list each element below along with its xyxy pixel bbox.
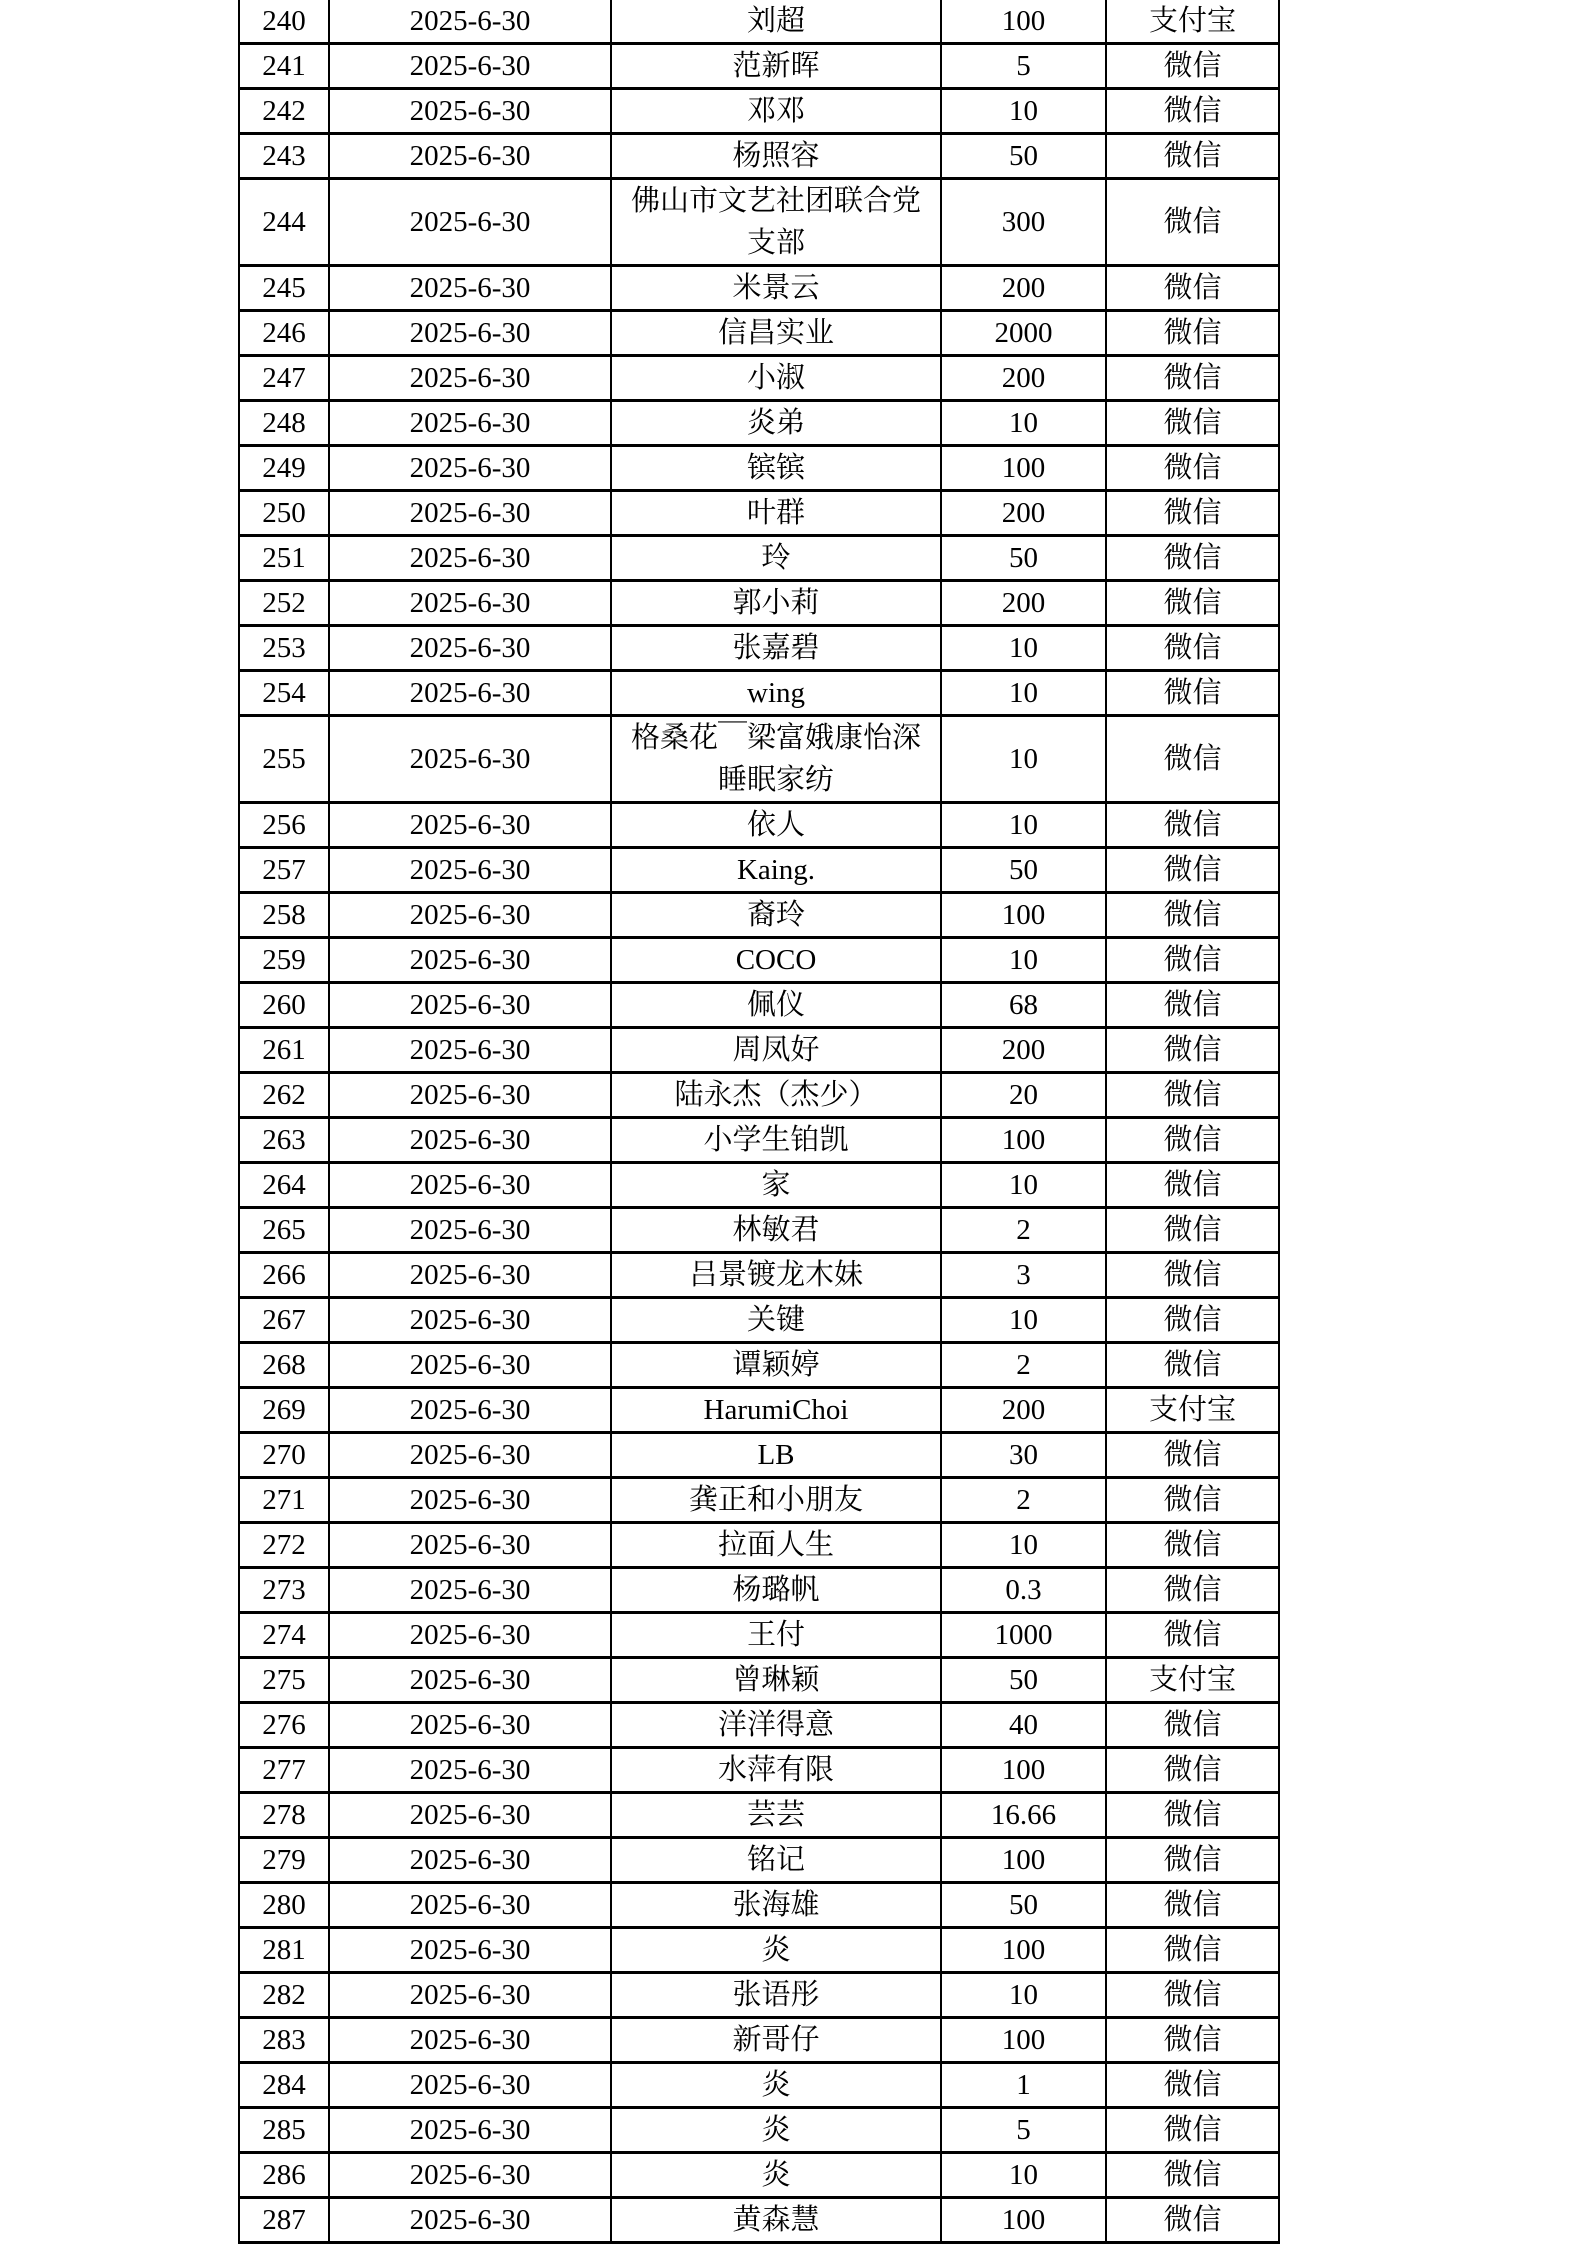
donor-name-cell: 芸芸 [611, 1793, 941, 1838]
donor-name-cell: 邓邓 [611, 89, 941, 134]
date-cell: 2025-6-30 [329, 44, 611, 89]
table-row [239, 1433, 1279, 1478]
payment-method-cell: 微信 [1106, 1163, 1279, 1208]
amount-cell: 100 [941, 0, 1106, 44]
table-row [239, 893, 1279, 938]
amount-cell: 50 [941, 134, 1106, 179]
table-row [239, 581, 1279, 626]
amount-cell: 5 [941, 44, 1106, 89]
row-number-cell: 246 [239, 311, 329, 356]
amount-cell: 100 [941, 1118, 1106, 1163]
amount-cell: 0.3 [941, 1568, 1106, 1613]
donor-name-cell: 叶群 [611, 491, 941, 536]
amount-cell: 10 [941, 803, 1106, 848]
date-cell: 2025-6-30 [329, 716, 611, 803]
payment-method-cell: 微信 [1106, 1478, 1279, 1523]
payment-method-cell: 微信 [1106, 89, 1279, 134]
date-cell: 2025-6-30 [329, 1073, 611, 1118]
payment-method-cell: 微信 [1106, 1343, 1279, 1388]
payment-method-cell: 微信 [1106, 1568, 1279, 1613]
date-cell: 2025-6-30 [329, 0, 611, 44]
date-cell: 2025-6-30 [329, 2153, 611, 2198]
amount-cell: 200 [941, 356, 1106, 401]
donor-name-cell: COCO [611, 938, 941, 983]
amount-cell: 1000 [941, 1613, 1106, 1658]
row-number-cell: 278 [239, 1793, 329, 1838]
donor-name-cell: Kaing. [611, 848, 941, 893]
table-row [239, 848, 1279, 893]
date-cell: 2025-6-30 [329, 1928, 611, 1973]
table-row [239, 983, 1279, 1028]
amount-cell: 100 [941, 1928, 1106, 1973]
date-cell: 2025-6-30 [329, 1433, 611, 1478]
date-cell: 2025-6-30 [329, 179, 611, 266]
payment-method-cell: 微信 [1106, 938, 1279, 983]
donor-name-cell: 佩仪 [611, 983, 941, 1028]
amount-cell: 10 [941, 401, 1106, 446]
donor-name-cell: 龚正和小朋友 [611, 1478, 941, 1523]
date-cell: 2025-6-30 [329, 89, 611, 134]
donor-name-cell: 陆永杰（杰少） [611, 1073, 941, 1118]
donor-name-cell: 郭小莉 [611, 581, 941, 626]
date-cell: 2025-6-30 [329, 1028, 611, 1073]
donor-name-cell: 炎 [611, 2063, 941, 2108]
table-row [239, 1163, 1279, 1208]
date-cell: 2025-6-30 [329, 446, 611, 491]
amount-cell: 5 [941, 2108, 1106, 2153]
row-number-cell: 265 [239, 1208, 329, 1253]
date-cell: 2025-6-30 [329, 311, 611, 356]
amount-cell: 10 [941, 1163, 1106, 1208]
date-cell: 2025-6-30 [329, 983, 611, 1028]
row-number-cell: 252 [239, 581, 329, 626]
row-number-cell: 270 [239, 1433, 329, 1478]
payment-method-cell: 微信 [1106, 179, 1279, 266]
payment-method-cell: 支付宝 [1106, 1388, 1279, 1433]
payment-method-cell: 微信 [1106, 626, 1279, 671]
donor-name-cell: 周凤好 [611, 1028, 941, 1073]
amount-cell: 40 [941, 1703, 1106, 1748]
payment-method-cell: 微信 [1106, 1928, 1279, 1973]
date-cell: 2025-6-30 [329, 671, 611, 716]
date-cell: 2025-6-30 [329, 1658, 611, 1703]
row-number-cell: 282 [239, 1973, 329, 2018]
table-row [239, 2153, 1279, 2198]
amount-cell: 20 [941, 1073, 1106, 1118]
row-number-cell: 259 [239, 938, 329, 983]
donor-name-cell: 炎 [611, 1928, 941, 1973]
payment-method-cell: 微信 [1106, 1748, 1279, 1793]
table-row [239, 938, 1279, 983]
amount-cell: 10 [941, 2153, 1106, 2198]
table-row [239, 401, 1279, 446]
row-number-cell: 254 [239, 671, 329, 716]
donor-name-cell: 杨照容 [611, 134, 941, 179]
amount-cell: 10 [941, 626, 1106, 671]
date-cell: 2025-6-30 [329, 2108, 611, 2153]
row-number-cell: 253 [239, 626, 329, 671]
row-number-cell: 260 [239, 983, 329, 1028]
row-number-cell: 267 [239, 1298, 329, 1343]
date-cell: 2025-6-30 [329, 401, 611, 446]
amount-cell: 30 [941, 1433, 1106, 1478]
donor-name-cell: 家 [611, 1163, 941, 1208]
date-cell: 2025-6-30 [329, 1118, 611, 1163]
date-cell: 2025-6-30 [329, 581, 611, 626]
table-row [239, 536, 1279, 581]
table-row [239, 1028, 1279, 1073]
payment-method-cell: 微信 [1106, 1973, 1279, 2018]
donor-name-cell: 格桑花￣梁富娥康怡深睡眠家纺 [611, 716, 941, 803]
date-cell: 2025-6-30 [329, 536, 611, 581]
payment-method-cell: 微信 [1106, 1298, 1279, 1343]
amount-cell: 100 [941, 1838, 1106, 1883]
row-number-cell: 251 [239, 536, 329, 581]
table-row [239, 716, 1279, 803]
date-cell: 2025-6-30 [329, 491, 611, 536]
row-number-cell: 287 [239, 2198, 329, 2243]
row-number-cell: 244 [239, 179, 329, 266]
table-row [239, 803, 1279, 848]
donor-name-cell: 小淑 [611, 356, 941, 401]
table-row [239, 1388, 1279, 1433]
amount-cell: 200 [941, 491, 1106, 536]
payment-method-cell: 微信 [1106, 2198, 1279, 2243]
table-row [239, 2198, 1279, 2243]
payment-method-cell: 微信 [1106, 1523, 1279, 1568]
date-cell: 2025-6-30 [329, 1883, 611, 1928]
donor-name-cell: 信昌实业 [611, 311, 941, 356]
payment-method-cell: 微信 [1106, 1208, 1279, 1253]
amount-cell: 300 [941, 179, 1106, 266]
table-row [239, 1118, 1279, 1163]
donor-name-cell: 王付 [611, 1613, 941, 1658]
payment-method-cell: 微信 [1106, 1703, 1279, 1748]
donor-name-cell: 刘超 [611, 0, 941, 44]
amount-cell: 50 [941, 536, 1106, 581]
donor-name-cell: wing [611, 671, 941, 716]
payment-method-cell: 微信 [1106, 1028, 1279, 1073]
payment-method-cell: 微信 [1106, 1613, 1279, 1658]
payment-method-cell: 微信 [1106, 581, 1279, 626]
table-row [239, 671, 1279, 716]
date-cell: 2025-6-30 [329, 893, 611, 938]
donor-name-cell: 洋洋得意 [611, 1703, 941, 1748]
date-cell: 2025-6-30 [329, 1703, 611, 1748]
row-number-cell: 256 [239, 803, 329, 848]
payment-method-cell: 微信 [1106, 2018, 1279, 2063]
row-number-cell: 245 [239, 266, 329, 311]
date-cell: 2025-6-30 [329, 1253, 611, 1298]
amount-cell: 100 [941, 2198, 1106, 2243]
payment-method-cell: 微信 [1106, 716, 1279, 803]
payment-method-cell: 微信 [1106, 983, 1279, 1028]
row-number-cell: 274 [239, 1613, 329, 1658]
donor-name-cell: 玲 [611, 536, 941, 581]
payment-method-cell: 支付宝 [1106, 1658, 1279, 1703]
table-row [239, 1928, 1279, 1973]
table-row [239, 0, 1279, 44]
row-number-cell: 283 [239, 2018, 329, 2063]
payment-method-cell: 微信 [1106, 1433, 1279, 1478]
table-row [239, 1298, 1279, 1343]
donor-name-cell: 张语彤 [611, 1973, 941, 2018]
amount-cell: 200 [941, 1388, 1106, 1433]
payment-method-cell: 微信 [1106, 2108, 1279, 2153]
row-number-cell: 271 [239, 1478, 329, 1523]
donor-name-cell: 铭记 [611, 1838, 941, 1883]
row-number-cell: 249 [239, 446, 329, 491]
date-cell: 2025-6-30 [329, 1793, 611, 1838]
date-cell: 2025-6-30 [329, 1343, 611, 1388]
donor-name-cell: 炎 [611, 2108, 941, 2153]
payment-method-cell: 微信 [1106, 848, 1279, 893]
table-row [239, 1208, 1279, 1253]
donor-name-cell: 黄森慧 [611, 2198, 941, 2243]
row-number-cell: 284 [239, 2063, 329, 2108]
table-row [239, 1613, 1279, 1658]
row-number-cell: 276 [239, 1703, 329, 1748]
table-row [239, 1478, 1279, 1523]
donor-name-cell: 水萍有限 [611, 1748, 941, 1793]
donation-record-table [238, 0, 1280, 2244]
payment-method-cell: 微信 [1106, 536, 1279, 581]
payment-method-cell: 微信 [1106, 44, 1279, 89]
payment-method-cell: 微信 [1106, 1118, 1279, 1163]
amount-cell: 100 [941, 446, 1106, 491]
amount-cell: 200 [941, 581, 1106, 626]
table-row [239, 626, 1279, 671]
row-number-cell: 248 [239, 401, 329, 446]
donor-name-cell: 谭颖婷 [611, 1343, 941, 1388]
row-number-cell: 240 [239, 0, 329, 44]
payment-method-cell: 微信 [1106, 893, 1279, 938]
table-row [239, 134, 1279, 179]
payment-method-cell: 微信 [1106, 1838, 1279, 1883]
amount-cell: 1 [941, 2063, 1106, 2108]
amount-cell: 50 [941, 1883, 1106, 1928]
table-row [239, 1568, 1279, 1613]
row-number-cell: 263 [239, 1118, 329, 1163]
amount-cell: 10 [941, 716, 1106, 803]
payment-method-cell: 微信 [1106, 1253, 1279, 1298]
row-number-cell: 269 [239, 1388, 329, 1433]
donor-name-cell: 佛山市文艺社团联合党支部 [611, 179, 941, 266]
table-row [239, 2018, 1279, 2063]
payment-method-cell: 微信 [1106, 671, 1279, 716]
amount-cell: 200 [941, 1028, 1106, 1073]
donor-name-cell: 吕景镀龙木妹 [611, 1253, 941, 1298]
row-number-cell: 262 [239, 1073, 329, 1118]
date-cell: 2025-6-30 [329, 134, 611, 179]
table-row [239, 491, 1279, 536]
amount-cell: 100 [941, 2018, 1106, 2063]
row-number-cell: 273 [239, 1568, 329, 1613]
date-cell: 2025-6-30 [329, 1298, 611, 1343]
donor-name-cell: 新哥仔 [611, 2018, 941, 2063]
amount-cell: 10 [941, 89, 1106, 134]
donor-name-cell: 张嘉碧 [611, 626, 941, 671]
payment-method-cell: 微信 [1106, 446, 1279, 491]
date-cell: 2025-6-30 [329, 626, 611, 671]
date-cell: 2025-6-30 [329, 803, 611, 848]
table-row [239, 2108, 1279, 2153]
row-number-cell: 242 [239, 89, 329, 134]
donor-name-cell: LB [611, 1433, 941, 1478]
table-row [239, 1883, 1279, 1928]
row-number-cell: 243 [239, 134, 329, 179]
donor-name-cell: 炎弟 [611, 401, 941, 446]
date-cell: 2025-6-30 [329, 2018, 611, 2063]
row-number-cell: 261 [239, 1028, 329, 1073]
table-row [239, 1253, 1279, 1298]
payment-method-cell: 微信 [1106, 1883, 1279, 1928]
amount-cell: 68 [941, 983, 1106, 1028]
date-cell: 2025-6-30 [329, 938, 611, 983]
row-number-cell: 268 [239, 1343, 329, 1388]
amount-cell: 50 [941, 1658, 1106, 1703]
donation-table-body [239, 0, 1279, 2243]
table-row [239, 1703, 1279, 1748]
date-cell: 2025-6-30 [329, 2063, 611, 2108]
donor-name-cell: 杨璐帆 [611, 1568, 941, 1613]
amount-cell: 10 [941, 938, 1106, 983]
table-row [239, 1973, 1279, 2018]
row-number-cell: 285 [239, 2108, 329, 2153]
table-row [239, 89, 1279, 134]
date-cell: 2025-6-30 [329, 266, 611, 311]
amount-cell: 16.66 [941, 1793, 1106, 1838]
amount-cell: 2 [941, 1478, 1106, 1523]
donor-name-cell: 林敏君 [611, 1208, 941, 1253]
row-number-cell: 264 [239, 1163, 329, 1208]
date-cell: 2025-6-30 [329, 2198, 611, 2243]
row-number-cell: 255 [239, 716, 329, 803]
payment-method-cell: 微信 [1106, 401, 1279, 446]
payment-method-cell: 微信 [1106, 2153, 1279, 2198]
donor-name-cell: 范新晖 [611, 44, 941, 89]
table-row [239, 1073, 1279, 1118]
table-row [239, 179, 1279, 266]
row-number-cell: 266 [239, 1253, 329, 1298]
table-row [239, 2063, 1279, 2108]
payment-method-cell: 微信 [1106, 266, 1279, 311]
date-cell: 2025-6-30 [329, 1613, 611, 1658]
table-row [239, 1748, 1279, 1793]
table-row [239, 1523, 1279, 1568]
amount-cell: 2 [941, 1343, 1106, 1388]
row-number-cell: 279 [239, 1838, 329, 1883]
row-number-cell: 286 [239, 2153, 329, 2198]
amount-cell: 2000 [941, 311, 1106, 356]
date-cell: 2025-6-30 [329, 1163, 611, 1208]
row-number-cell: 241 [239, 44, 329, 89]
amount-cell: 50 [941, 848, 1106, 893]
date-cell: 2025-6-30 [329, 1973, 611, 2018]
donor-name-cell: 镔镔 [611, 446, 941, 491]
payment-method-cell: 微信 [1106, 2063, 1279, 2108]
payment-method-cell: 微信 [1106, 803, 1279, 848]
date-cell: 2025-6-30 [329, 1208, 611, 1253]
amount-cell: 10 [941, 671, 1106, 716]
date-cell: 2025-6-30 [329, 1838, 611, 1883]
donor-name-cell: 依人 [611, 803, 941, 848]
donor-name-cell: 米景云 [611, 266, 941, 311]
date-cell: 2025-6-30 [329, 848, 611, 893]
row-number-cell: 250 [239, 491, 329, 536]
donor-name-cell: 小学生铂凯 [611, 1118, 941, 1163]
table-row [239, 311, 1279, 356]
table-row [239, 266, 1279, 311]
date-cell: 2025-6-30 [329, 1478, 611, 1523]
donor-name-cell: 张海雄 [611, 1883, 941, 1928]
row-number-cell: 257 [239, 848, 329, 893]
amount-cell: 10 [941, 1523, 1106, 1568]
table-row [239, 356, 1279, 401]
amount-cell: 3 [941, 1253, 1106, 1298]
table-row [239, 1793, 1279, 1838]
row-number-cell: 281 [239, 1928, 329, 1973]
row-number-cell: 280 [239, 1883, 329, 1928]
date-cell: 2025-6-30 [329, 356, 611, 401]
amount-cell: 10 [941, 1298, 1106, 1343]
row-number-cell: 258 [239, 893, 329, 938]
table-row [239, 44, 1279, 89]
donor-name-cell: 炎 [611, 2153, 941, 2198]
row-number-cell: 272 [239, 1523, 329, 1568]
amount-cell: 100 [941, 893, 1106, 938]
date-cell: 2025-6-30 [329, 1748, 611, 1793]
payment-method-cell: 微信 [1106, 1073, 1279, 1118]
date-cell: 2025-6-30 [329, 1568, 611, 1613]
payment-method-cell: 微信 [1106, 1793, 1279, 1838]
donor-name-cell: 拉面人生 [611, 1523, 941, 1568]
donor-name-cell: 曾琳颖 [611, 1658, 941, 1703]
donor-name-cell: HarumiChoi [611, 1388, 941, 1433]
row-number-cell: 247 [239, 356, 329, 401]
date-cell: 2025-6-30 [329, 1388, 611, 1433]
payment-method-cell: 微信 [1106, 356, 1279, 401]
table-row [239, 446, 1279, 491]
donor-name-cell: 裔玲 [611, 893, 941, 938]
payment-method-cell: 微信 [1106, 311, 1279, 356]
payment-method-cell: 微信 [1106, 491, 1279, 536]
table-row [239, 1343, 1279, 1388]
payment-method-cell: 微信 [1106, 134, 1279, 179]
row-number-cell: 277 [239, 1748, 329, 1793]
date-cell: 2025-6-30 [329, 1523, 611, 1568]
amount-cell: 10 [941, 1973, 1106, 2018]
table-row [239, 1838, 1279, 1883]
amount-cell: 2 [941, 1208, 1106, 1253]
payment-method-cell: 支付宝 [1106, 0, 1279, 44]
amount-cell: 200 [941, 266, 1106, 311]
donor-name-cell: 关键 [611, 1298, 941, 1343]
row-number-cell: 275 [239, 1658, 329, 1703]
table-row [239, 1658, 1279, 1703]
amount-cell: 100 [941, 1748, 1106, 1793]
